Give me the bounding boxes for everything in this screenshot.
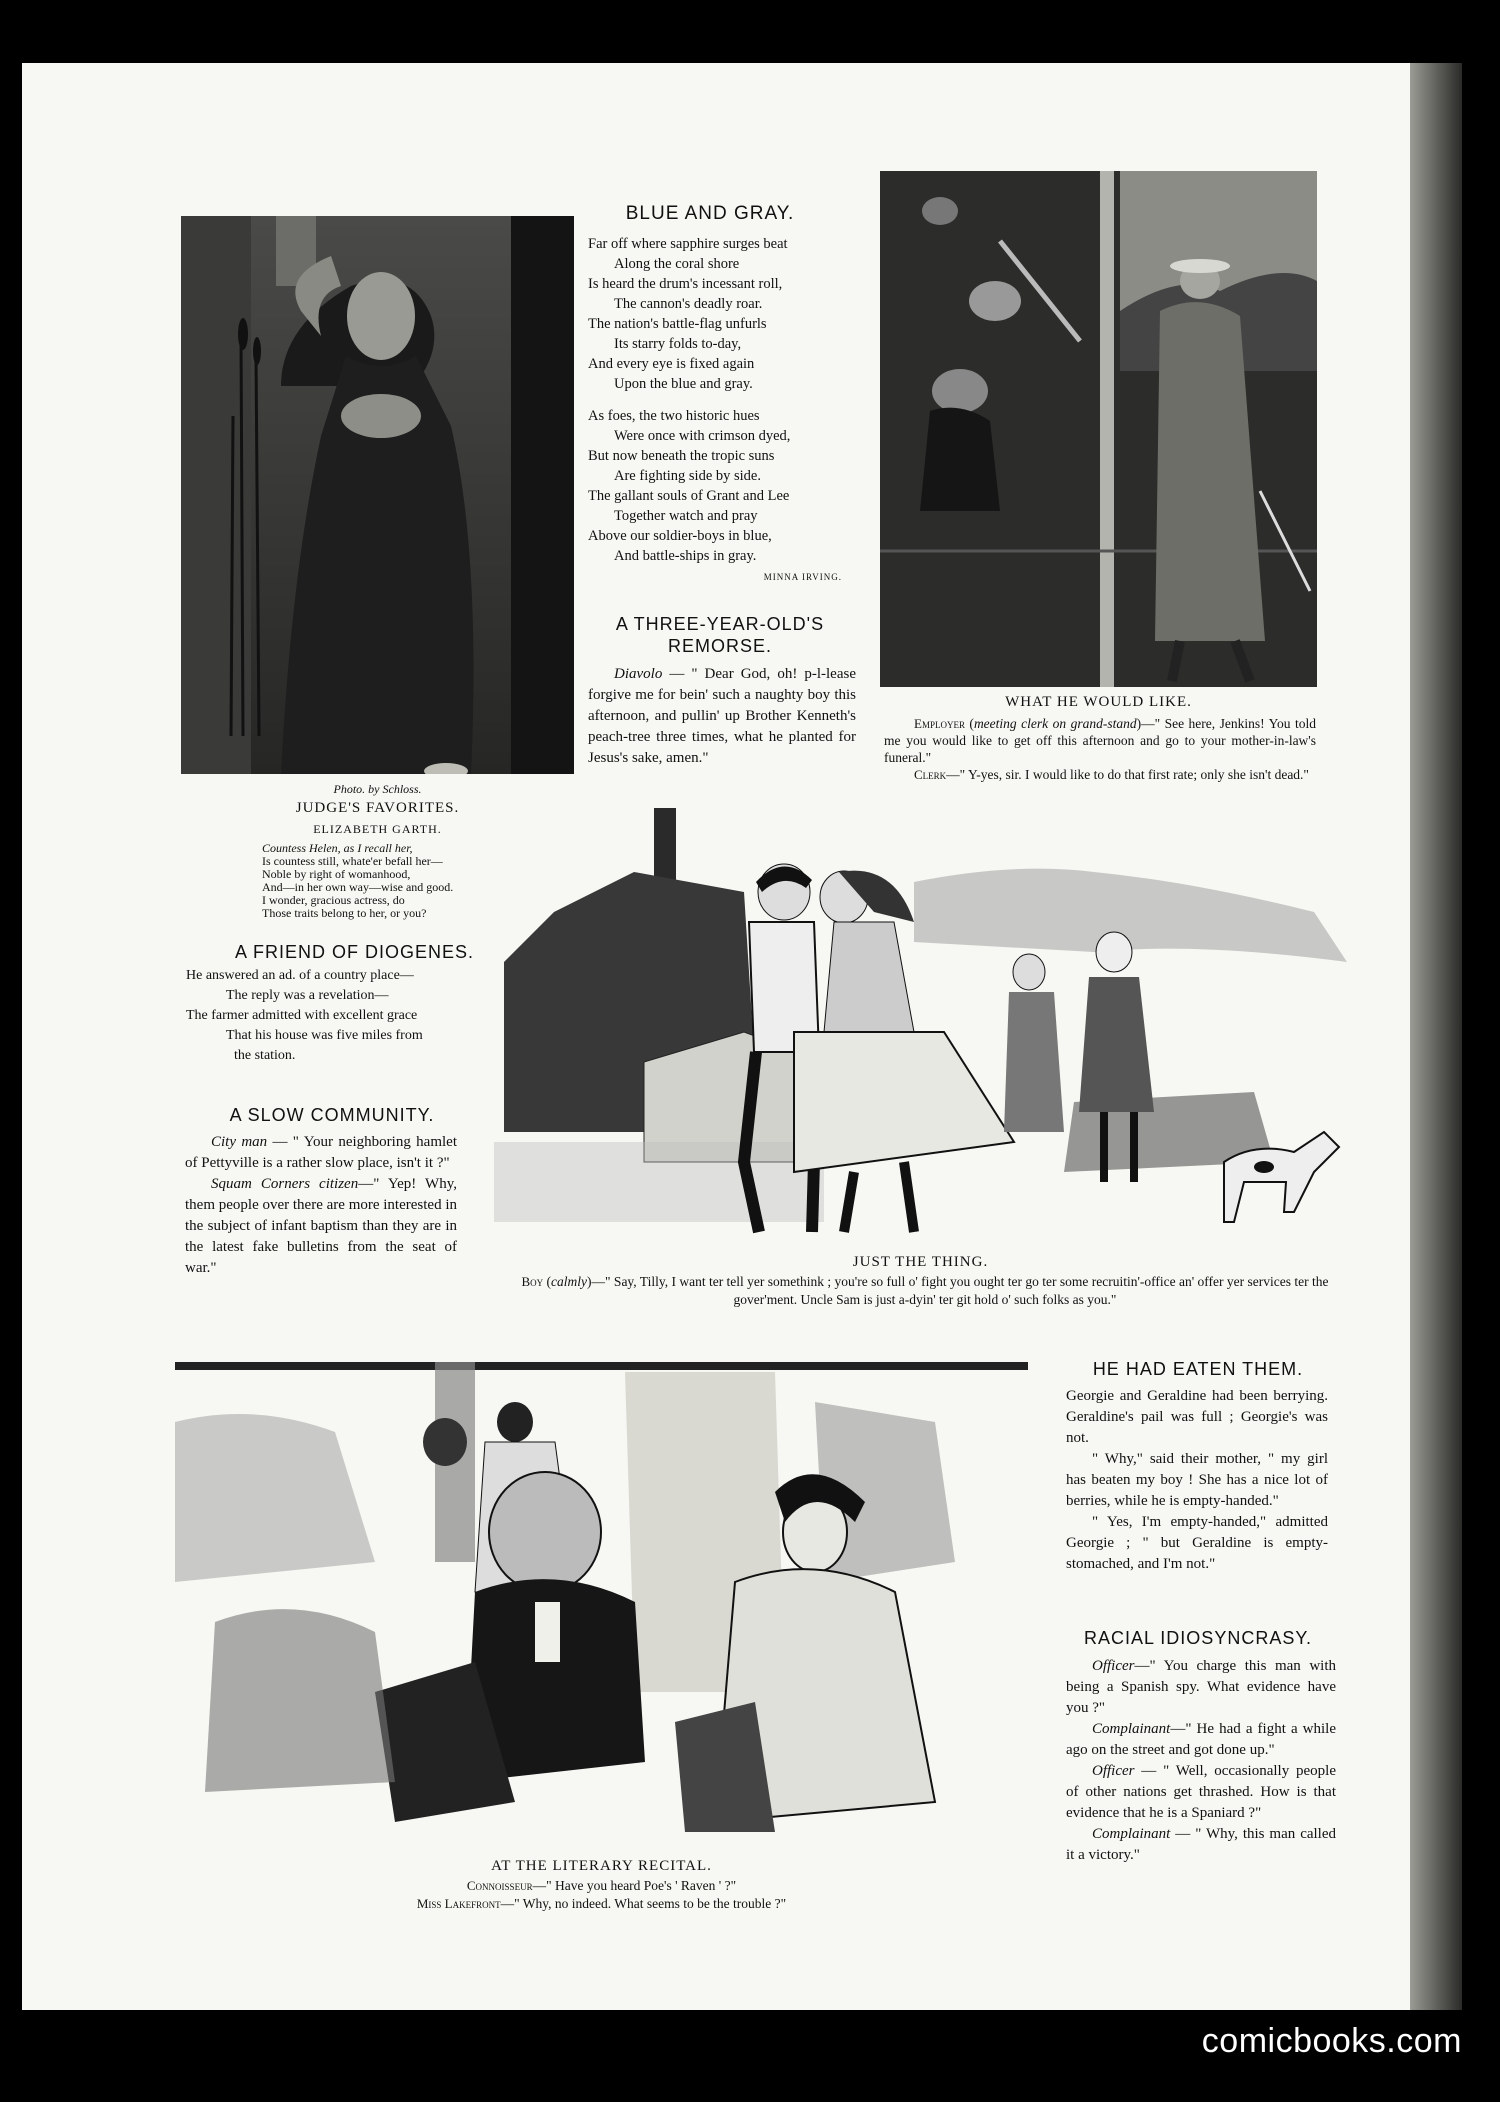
racial-title: RACIAL IDIOSYNCRASY. [1083,1628,1313,1648]
dialogue: —" You charge this man with being a Spanish spy. What evidence have you ?" [1066,1658,1336,1716]
recital-caption [175,1877,1028,1913]
speaker: Employer [914,716,965,731]
actress-name: ELIZABETH GARTH. [313,822,442,836]
remorse-title-line-2: REMORSE. [667,636,772,656]
verse-line: The farmer admitted with excellent grace [186,1008,418,1023]
verse-line: Countess Helen, as I recall her, [262,841,413,855]
speaker: Diavolo [614,666,663,682]
eaten-text [1066,1386,1328,1575]
poem-line: Far off where sapphire surges beat [588,236,788,252]
recital-title: AT THE LITERARY RECITAL. [491,1858,712,1874]
poem-line: Along the coral shore [614,256,740,272]
verse-line: The reply was a revelation— [226,988,389,1003]
speaker: Clerk [914,767,947,782]
speaker: Boy [521,1274,544,1289]
speaker: Complainant [1092,1721,1171,1737]
remorse-title-line-1: A THREE-YEAR-OLD'S [615,614,825,634]
dialogue: —" Say, Tilly, I want ter tell yer somethink ; you're so full o' fight you ought ter go ter some recruitin'-office an' offer yer services ter the gover'ment. Uncle Sam is just a-dyin' ter git hold o' such folks as you." [591,1274,1329,1307]
verse-line: the station. [234,1048,296,1063]
just-the-thing-caption: Boy (calmly)—" Say, Tilly, I want ter tell yer somethink ; you're so full o' fight you ought ter go ter some recruitin'-office an' offer yer services ter the gover'ment. Uncle Sam is just a-dyin' ter git hold o' such folks as you." [521,1274,1329,1307]
verse-line: That his house was five miles from [226,1028,423,1043]
verse-line: I wonder, gracious actress, do [262,893,405,907]
remorse-text [588,664,856,769]
poem-line: Upon the blue and gray. [614,376,753,392]
eaten-paragraph: " Why," said their mother, " my girl has beaten my boy ! She has a nice lot of berries, while he is empty-handed." [1066,1451,1328,1509]
speaker: Squam Corners citizen [211,1176,359,1192]
blue-and-gray-title: BLUE AND GRAY. [625,203,795,224]
dialogue: —" Yep! Why, them people over there are more interested in the subject of infant baptism than they are in the latest fake bulletins from the seat of war." [185,1176,457,1276]
poem-line: Together watch and pray [614,508,758,524]
diogenes-title: A FRIEND OF DIOGENES. [234,942,475,962]
speaker: Connoisseur [466,1878,533,1893]
diogenes-verse [186,966,526,1066]
dialogue: — " Well, occasionally people of other nations get thrashed. How is that evidence that he is a Spaniard ?" [1066,1763,1336,1821]
dialogue: —" Y-yes, sir. I would like to do that first rate; only she isn't dead." [946,767,1309,782]
would-like-caption: Employer (meeting clerk on grand-stand)—" See here, Jenkins! You told me you would like to get off this afternoon and go to your mother-in-law's funeral." Clerk—" Y-yes, sir. I would like to do that first rate; only she isn't dead." [884,716,1316,782]
eaten-title: HE HAD EATEN THEM. [1092,1359,1304,1379]
dialogue: —" Why, no indeed. What seems to be the trouble ?" [500,1896,787,1911]
speaker: Complainant [1092,1826,1171,1842]
slow-community-title: A SLOW COMMUNITY. [229,1105,435,1125]
verse-line: Those traits belong to her, or you? [262,906,427,920]
poem-line: Above our soldier-boys in blue, [588,528,772,544]
verse-line: And—in her own way—wise and good. [262,880,454,894]
poem-line: Are fighting side by side. [614,468,761,484]
grandstand-illustration [880,171,1317,687]
would-like-title: WHAT HE WOULD LIKE. [1005,694,1192,710]
dialogue: — " Why, this man called it a victory." [1066,1826,1336,1863]
children-fighting-illustration [494,802,1347,1240]
dialogue: —" He had a fight a while ago on the street and got done up." [1066,1721,1336,1758]
poem-line: Its starry folds to-day, [614,336,742,352]
poem-line: Were once with crimson dyed, [614,428,791,444]
poem-line: As foes, the two historic hues [588,408,760,424]
poem-line: Is heard the drum's incessant roll, [588,276,783,292]
slow-community-text [185,1132,457,1279]
judges-favorites-title: JUDGE'S FAVORITES. [295,800,460,816]
actress-photo [181,216,574,774]
stage-direction: meeting clerk on grand-stand [973,716,1137,731]
photo-credit: Photo. by Schloss. [333,782,422,796]
poem-line: And battle-ships in gray. [614,548,757,564]
poem-line: The gallant souls of Grant and Lee [588,488,790,504]
poem-line: And every eye is fixed again [588,356,755,372]
verse-line: He answered an ad. of a country place— [186,968,414,983]
dialogue: — " Your neighboring hamlet of Pettyville is a rather slow place, isn't it ?" [185,1134,457,1171]
poem-line: The nation's battle-flag unfurls [588,316,767,332]
site-watermark: comicbooks.com [1201,2022,1462,2060]
page-binding-edge [1410,63,1462,2010]
speaker: Officer [1092,1658,1135,1674]
eaten-paragraph: " Yes, I'm empty-handed," admitted Georgie ; " but Geraldine is empty-stomached, and I'm not." [1066,1514,1328,1572]
verse-line: Is countess still, whate'er befall her— [262,854,443,868]
dialogue: — " Dear God, oh! p-l-lease forgive me for bein' such a naughty boy this afternoon, and pullin' up Brother Kenneth's peach-tree three times, what he planted for Jesus's sake, amen." [588,666,856,766]
stage-direction: calmly [551,1274,588,1289]
blue-and-gray-poem [588,234,853,566]
literary-recital-illustration [175,1362,1028,1850]
poem-line: But now beneath the tropic suns [588,448,775,464]
dialogue: —" See here, Jenkins! You told me you would like to get off this afternoon and go to your mother-in-law's funeral." [884,716,1316,765]
speaker: City man [211,1134,268,1150]
verse-line: Noble by right of womanhood, [262,867,411,881]
poem-author: MINNA IRVING. [763,572,842,582]
poem-line: The cannon's deadly roar. [614,296,763,312]
racial-text [1066,1656,1336,1866]
dialogue: —" Have you heard Poe's ' Raven ' ?" [532,1878,737,1893]
just-the-thing-title: JUST THE THING. [852,1254,989,1270]
speaker: Officer [1092,1763,1135,1779]
speaker: Miss Lakefront [416,1896,501,1911]
stanza-gap [588,394,853,406]
eaten-paragraph: Georgie and Geraldine had been berrying. Geraldine's pail was full ; Georgie's was not. [1066,1388,1328,1446]
